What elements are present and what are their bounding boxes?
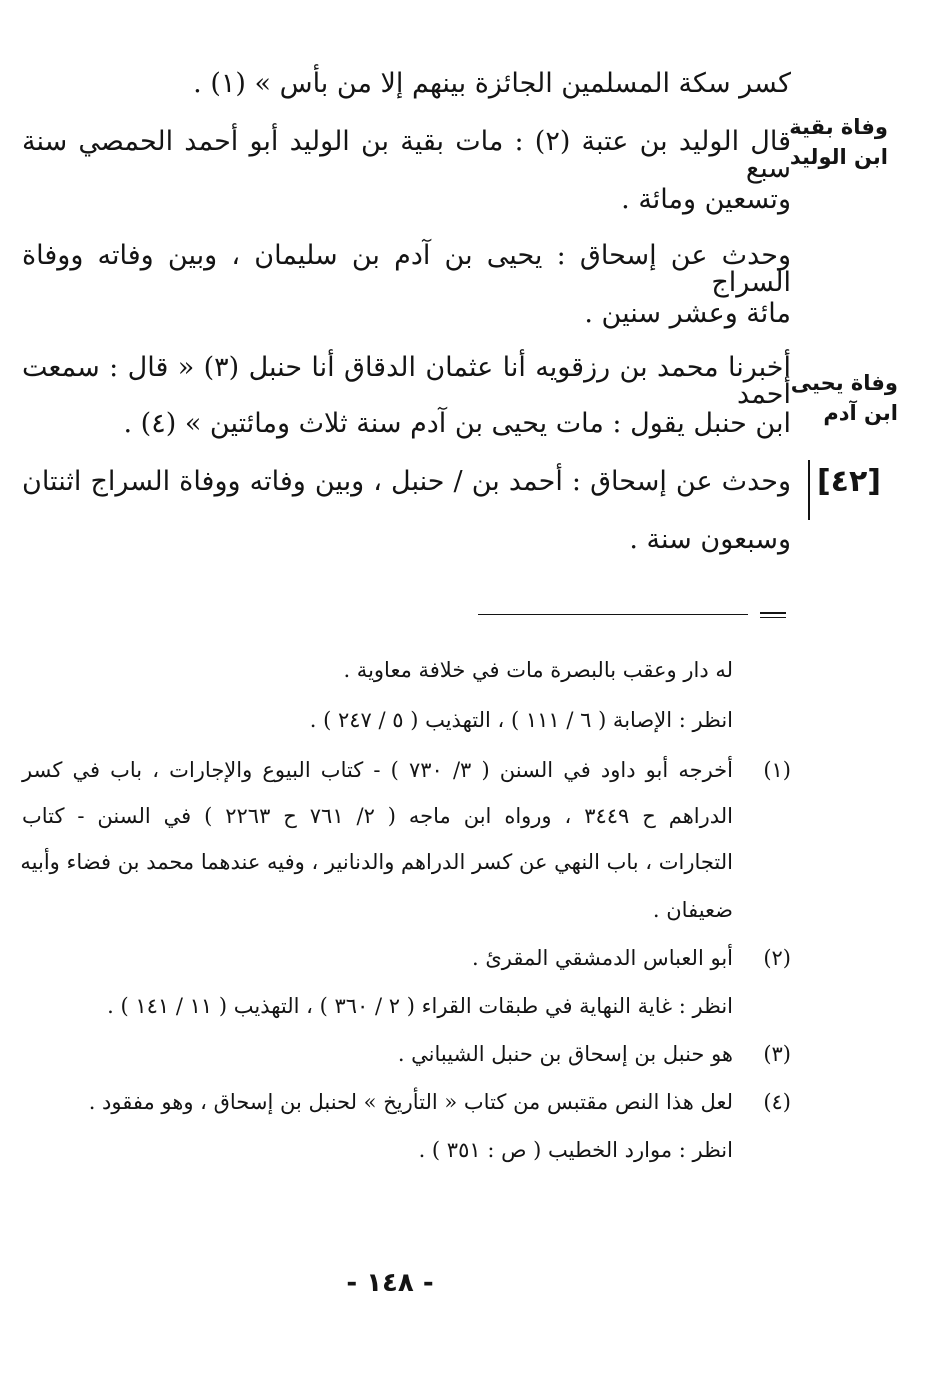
footnote-line-4: الدراهم ح ٣٤٤٩ ، ورواه ابن ماجه ( ٢/ ٧٦١ ح ٢٢٦٣ ) في السنن - كتاب: [22, 804, 734, 828]
footnote-line-5: التجارات ، باب النهي عن كسر الدراهم والدنانير ، وفيه عندهما محمد بن فضاء وأبيه: [20, 850, 733, 874]
footnote-mark-4: (٤): [763, 1090, 791, 1114]
footnote-line-9: هو حنبل بن إسحاق بن حنبل الشيباني .: [397, 1042, 733, 1066]
body-line-4: وحدث عن إسحاق : يحيى بن آدم بن سليمان ، وبين وفاته ووفاة السراج: [22, 240, 791, 298]
footnote-line-7: أبو العباس الدمشقي المقرئ .: [471, 946, 733, 970]
body-line-6: أخبرنا محمد بن رزقويه أنا عثمان الدقاق أنا حنبل (٣) « قال : سمعت أحمد: [22, 352, 791, 410]
section-divider: [808, 460, 810, 520]
footnote-line-1: له دار وعقب بالبصرة مات في خلافة معاوية .: [343, 658, 733, 682]
footnote-mark-1: (١): [763, 758, 791, 782]
footnote-mark-3: (٣): [763, 1042, 791, 1066]
side-heading-yahya-line-1: وفاة يحيى: [790, 371, 898, 395]
separator-mark: [760, 612, 786, 621]
section-number: [٤٢]: [816, 464, 881, 499]
footnote-mark-2: (٢): [763, 946, 791, 970]
side-heading-baqiyya-line-2: ابن الوليد: [789, 145, 888, 169]
body-line-2: قال الوليد بن عتبة (٢) : مات بقية بن الوليد أبو أحمد الحمصي سنة سبع: [22, 126, 791, 184]
footnote-line-8: انظر : غاية النهاية في طبقات القراء ( ٢ / ٣٦٠ ) ، التهذيب ( ١١ / ١٤١ ) .: [107, 994, 733, 1018]
body-line-8: وحدث عن إسحاق : أحمد بن / حنبل ، وبين وفاته ووفاة السراج اثنتان: [22, 466, 791, 497]
body-line-5: مائة وعشر سنين .: [584, 298, 791, 329]
footnote-line-11: انظر : موارد الخطيب ( ص : ٣٥١ ) .: [418, 1138, 733, 1162]
side-heading-yahya-line-2: ابن آدم: [823, 401, 898, 425]
footnote-line-10: لعل هذا النص مقتبس من كتاب « التأريخ » لحنبل بن إسحاق ، وهو مفقود .: [88, 1090, 733, 1114]
page-number: - ١٤٨ -: [346, 1268, 434, 1298]
side-heading-baqiyya: [789, 112, 888, 172]
footnote-line-3: أخرجه أبو داود في السنن ( ٣/ ٧٣٠ ) - كتاب البيوع والإجارات ، باب في كسر: [22, 758, 733, 782]
footnote-rule: [478, 614, 748, 615]
body-line-7: ابن حنبل يقول : مات يحيى بن آدم سنة ثلاث ومائتين » (٤) .: [123, 408, 791, 439]
body-line-9: وسبعون سنة .: [629, 524, 791, 555]
footnote-line-6: ضعيفان .: [652, 898, 733, 922]
body-line-1: كسر سكة المسلمين الجائزة بينهم إلا من بأس » (١) .: [193, 68, 791, 99]
side-heading-baqiyya-line-1: وفاة بقية: [789, 115, 888, 139]
footnote-line-2: انظر : الإصابة ( ٦ / ١١١ ) ، التهذيب ( ٥ / ٢٤٧ ) .: [309, 708, 733, 732]
body-line-3: وتسعين ومائة .: [621, 184, 791, 215]
side-heading-yahya: [791, 368, 898, 428]
